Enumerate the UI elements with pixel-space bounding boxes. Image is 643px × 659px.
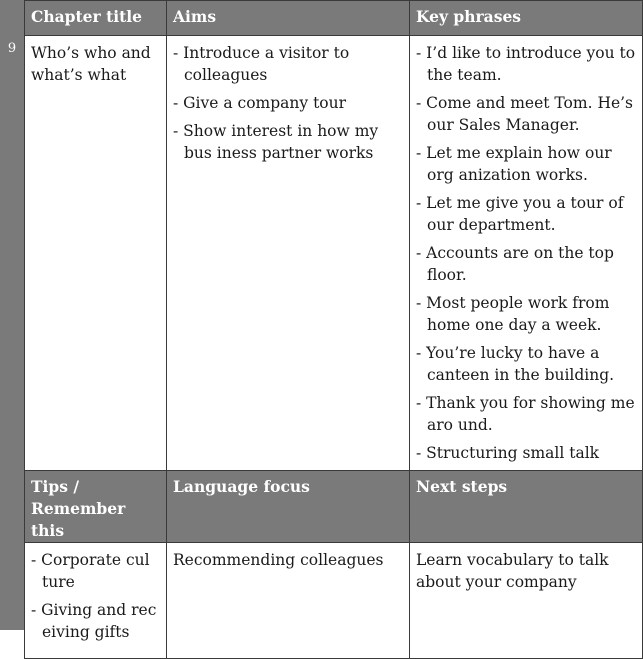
key-phrase-item: - I’d like to introduce you to the team. (416, 44, 636, 84)
key-phrase-item: - Let me give you a tour of our department. (416, 194, 624, 234)
header-row-bottom (25, 471, 643, 543)
chapter-content-row (25, 36, 643, 471)
chapter-number: 9 (7, 41, 17, 56)
key-phrase-item: - Most people work from home one day a week. (416, 294, 610, 334)
language-focus-cell: Recommending colleagues (167, 543, 410, 659)
header-next-steps: Next steps (410, 471, 643, 543)
tip-item: - Corporate cul ture (31, 551, 150, 591)
next-steps-cell: Learn vocabulary to talk about your company (410, 543, 643, 659)
aims-cell (167, 36, 410, 471)
header-tips: Tips / Remember this (25, 471, 167, 543)
key-phrase-item: - You’re lucky to have a canteen in the building. (416, 344, 615, 384)
chapter-table (24, 0, 643, 659)
key-phrases-cell (410, 36, 643, 471)
key-phrase-item: - Structuring small talk (416, 444, 600, 462)
chapter-side-bar (0, 0, 24, 630)
header-row-top (25, 1, 643, 36)
tips-cell (25, 543, 167, 659)
key-phrase-item: - Thank you for showing me aro und. (416, 394, 635, 434)
header-language-focus: Language focus (167, 471, 410, 543)
key-phrase-item: - Let me explain how our org anization works. (416, 144, 612, 184)
key-phrase-item: - Accounts are on the top floor. (416, 244, 614, 284)
key-phrases-list (416, 42, 636, 464)
key-phrase-item: - Come and meet Tom. He’s our Sales Manager. (416, 94, 634, 134)
chapter-title-line-1: Who’s who and (31, 44, 151, 62)
aim-item: - Give a company tour (173, 94, 347, 112)
tip-item: - Giving and rec eiving gifts (31, 601, 157, 641)
header-aims: Aims (167, 1, 410, 36)
tips-list (31, 549, 160, 643)
aim-item: - Introduce a visitor to colleagues (173, 44, 350, 84)
chapter-title-line-2: what’s what (31, 66, 127, 84)
aims-list (173, 42, 403, 164)
header-key-phrases: Key phrases (410, 1, 643, 36)
header-chapter-title: Chapter title (25, 1, 167, 36)
aim-item: - Show interest in how my bus iness partner works (173, 122, 379, 162)
bottom-content-row (25, 543, 643, 659)
chapter-title-cell (25, 36, 167, 471)
